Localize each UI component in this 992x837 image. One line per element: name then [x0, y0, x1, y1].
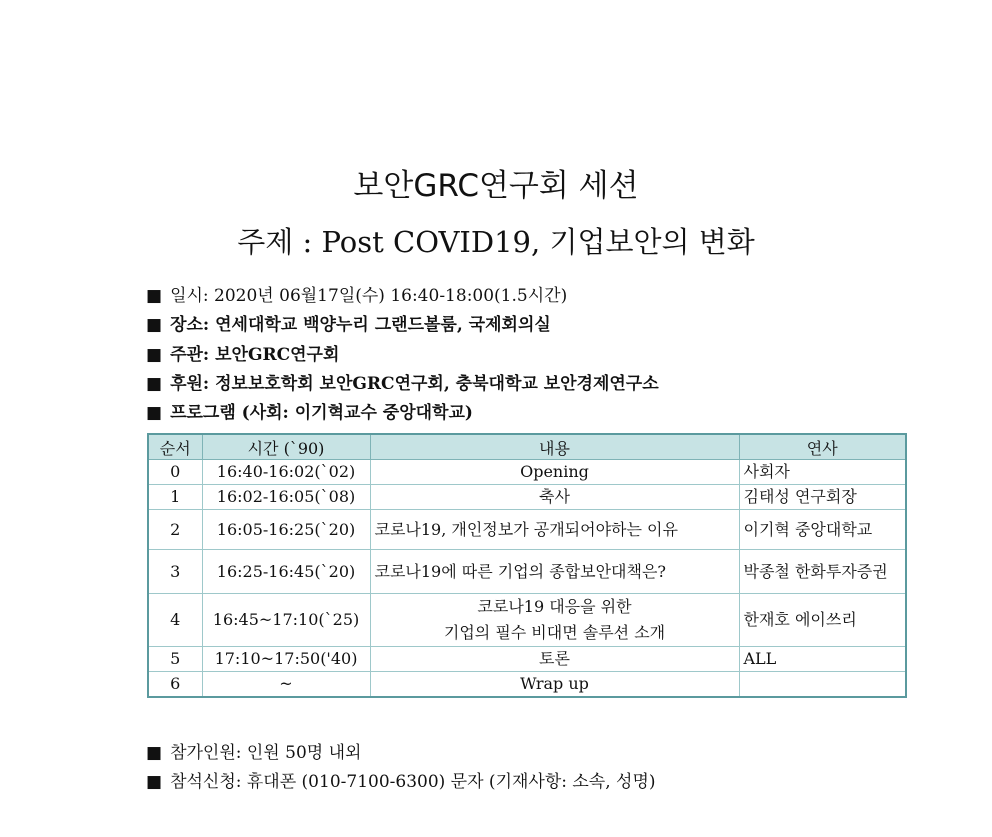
cell-speaker: 이기혁 중앙대학교 — [739, 510, 906, 550]
cell-time: 17:10~17:50('40) — [202, 647, 370, 672]
cell-speaker: 사회자 — [739, 460, 906, 485]
cell-order: 3 — [148, 550, 202, 594]
cell-order: 6 — [148, 672, 202, 697]
info-organizer-text: 주관: 보안GRC연구회 — [170, 345, 340, 365]
cell-time: ~ — [202, 672, 370, 697]
cell-speaker — [739, 672, 906, 697]
info-program — [146, 398, 473, 423]
bullet-square-icon: ■ — [146, 286, 163, 306]
table-row — [148, 550, 906, 594]
table-header-row — [148, 434, 906, 460]
footer-attendance-text: 참가인원: 인원 50명 내외 — [170, 743, 362, 763]
cell-order: 2 — [148, 510, 202, 550]
header-order: 순서 — [148, 434, 202, 460]
cell-speaker: 박종철 한화투자증권 — [739, 550, 906, 594]
page-subtitle: 주제 : Post COVID19, 기업보안의 변화 — [237, 225, 755, 259]
info-program-text: 프로그램 (사회: 이기혁교수 중앙대학교) — [170, 403, 473, 423]
cell-speaker: 김태성 연구회장 — [739, 485, 906, 510]
bullet-square-icon: ■ — [146, 772, 163, 792]
info-organizer — [146, 340, 339, 365]
bullet-square-icon: ■ — [146, 403, 163, 423]
header-speaker: 연사 — [739, 434, 906, 460]
cell-time: 16:02-16:05(`08) — [202, 485, 370, 510]
info-sponsor-text: 후원: 정보보호학회 보안GRC연구회, 충북대학교 보안경제연구소 — [170, 374, 659, 394]
cell-time: 16:05-16:25(`20) — [202, 510, 370, 550]
bullet-square-icon: ■ — [146, 743, 163, 763]
cell-speaker: 한재호 에이쓰리 — [739, 594, 906, 647]
bullet-square-icon: ■ — [146, 374, 163, 394]
cell-order: 0 — [148, 460, 202, 485]
info-venue — [146, 310, 551, 335]
cell-content: 코로나19, 개인정보가 공개되어야하는 이유 — [370, 510, 739, 550]
info-sponsor — [146, 369, 659, 394]
cell-speaker: ALL — [739, 647, 906, 672]
table-row — [148, 510, 906, 550]
cell-content: 축사 — [370, 485, 739, 510]
cell-content: 토론 — [370, 647, 739, 672]
program-table — [147, 433, 907, 698]
info-datetime-text: 일시: 2020년 06월17일(수) 16:40-18:00(1.5시간) — [170, 286, 568, 306]
cell-content-line: 코로나19 대응을 위한 — [477, 597, 632, 616]
table-row — [148, 672, 906, 697]
cell-content: Opening — [370, 460, 739, 485]
header-time: 시간 (`90) — [202, 434, 370, 460]
footer-attendance — [146, 738, 361, 763]
cell-time: 16:40-16:02(`02) — [202, 460, 370, 485]
cell-order: 4 — [148, 594, 202, 647]
cell-content: Wrap up — [370, 672, 739, 697]
cell-order: 5 — [148, 647, 202, 672]
footer-registration-text: 참석신청: 휴대폰 (010-7100-6300) 문자 (기재사항: 소속, 성명) — [170, 772, 656, 792]
bullet-square-icon: ■ — [146, 315, 163, 335]
bullet-square-icon: ■ — [146, 345, 163, 365]
info-venue-text: 장소: 연세대학교 백양누리 그랜드볼룸, 국제회의실 — [170, 315, 551, 335]
cell-order: 1 — [148, 485, 202, 510]
table-row — [148, 594, 906, 647]
cell-content-line: 기업의 필수 비대면 솔루션 소개 — [443, 623, 666, 642]
page-title: 보안GRC연구회 세션 — [353, 168, 639, 204]
table-row — [148, 647, 906, 672]
header-content: 내용 — [370, 434, 739, 460]
info-datetime — [146, 281, 567, 306]
cell-content — [370, 594, 739, 647]
cell-time: 16:45~17:10(`25) — [202, 594, 370, 647]
footer-registration — [146, 767, 656, 792]
cell-content: 코로나19에 따른 기업의 종합보안대책은? — [370, 550, 739, 594]
table-row — [148, 460, 906, 485]
table-row — [148, 485, 906, 510]
cell-time: 16:25-16:45(`20) — [202, 550, 370, 594]
